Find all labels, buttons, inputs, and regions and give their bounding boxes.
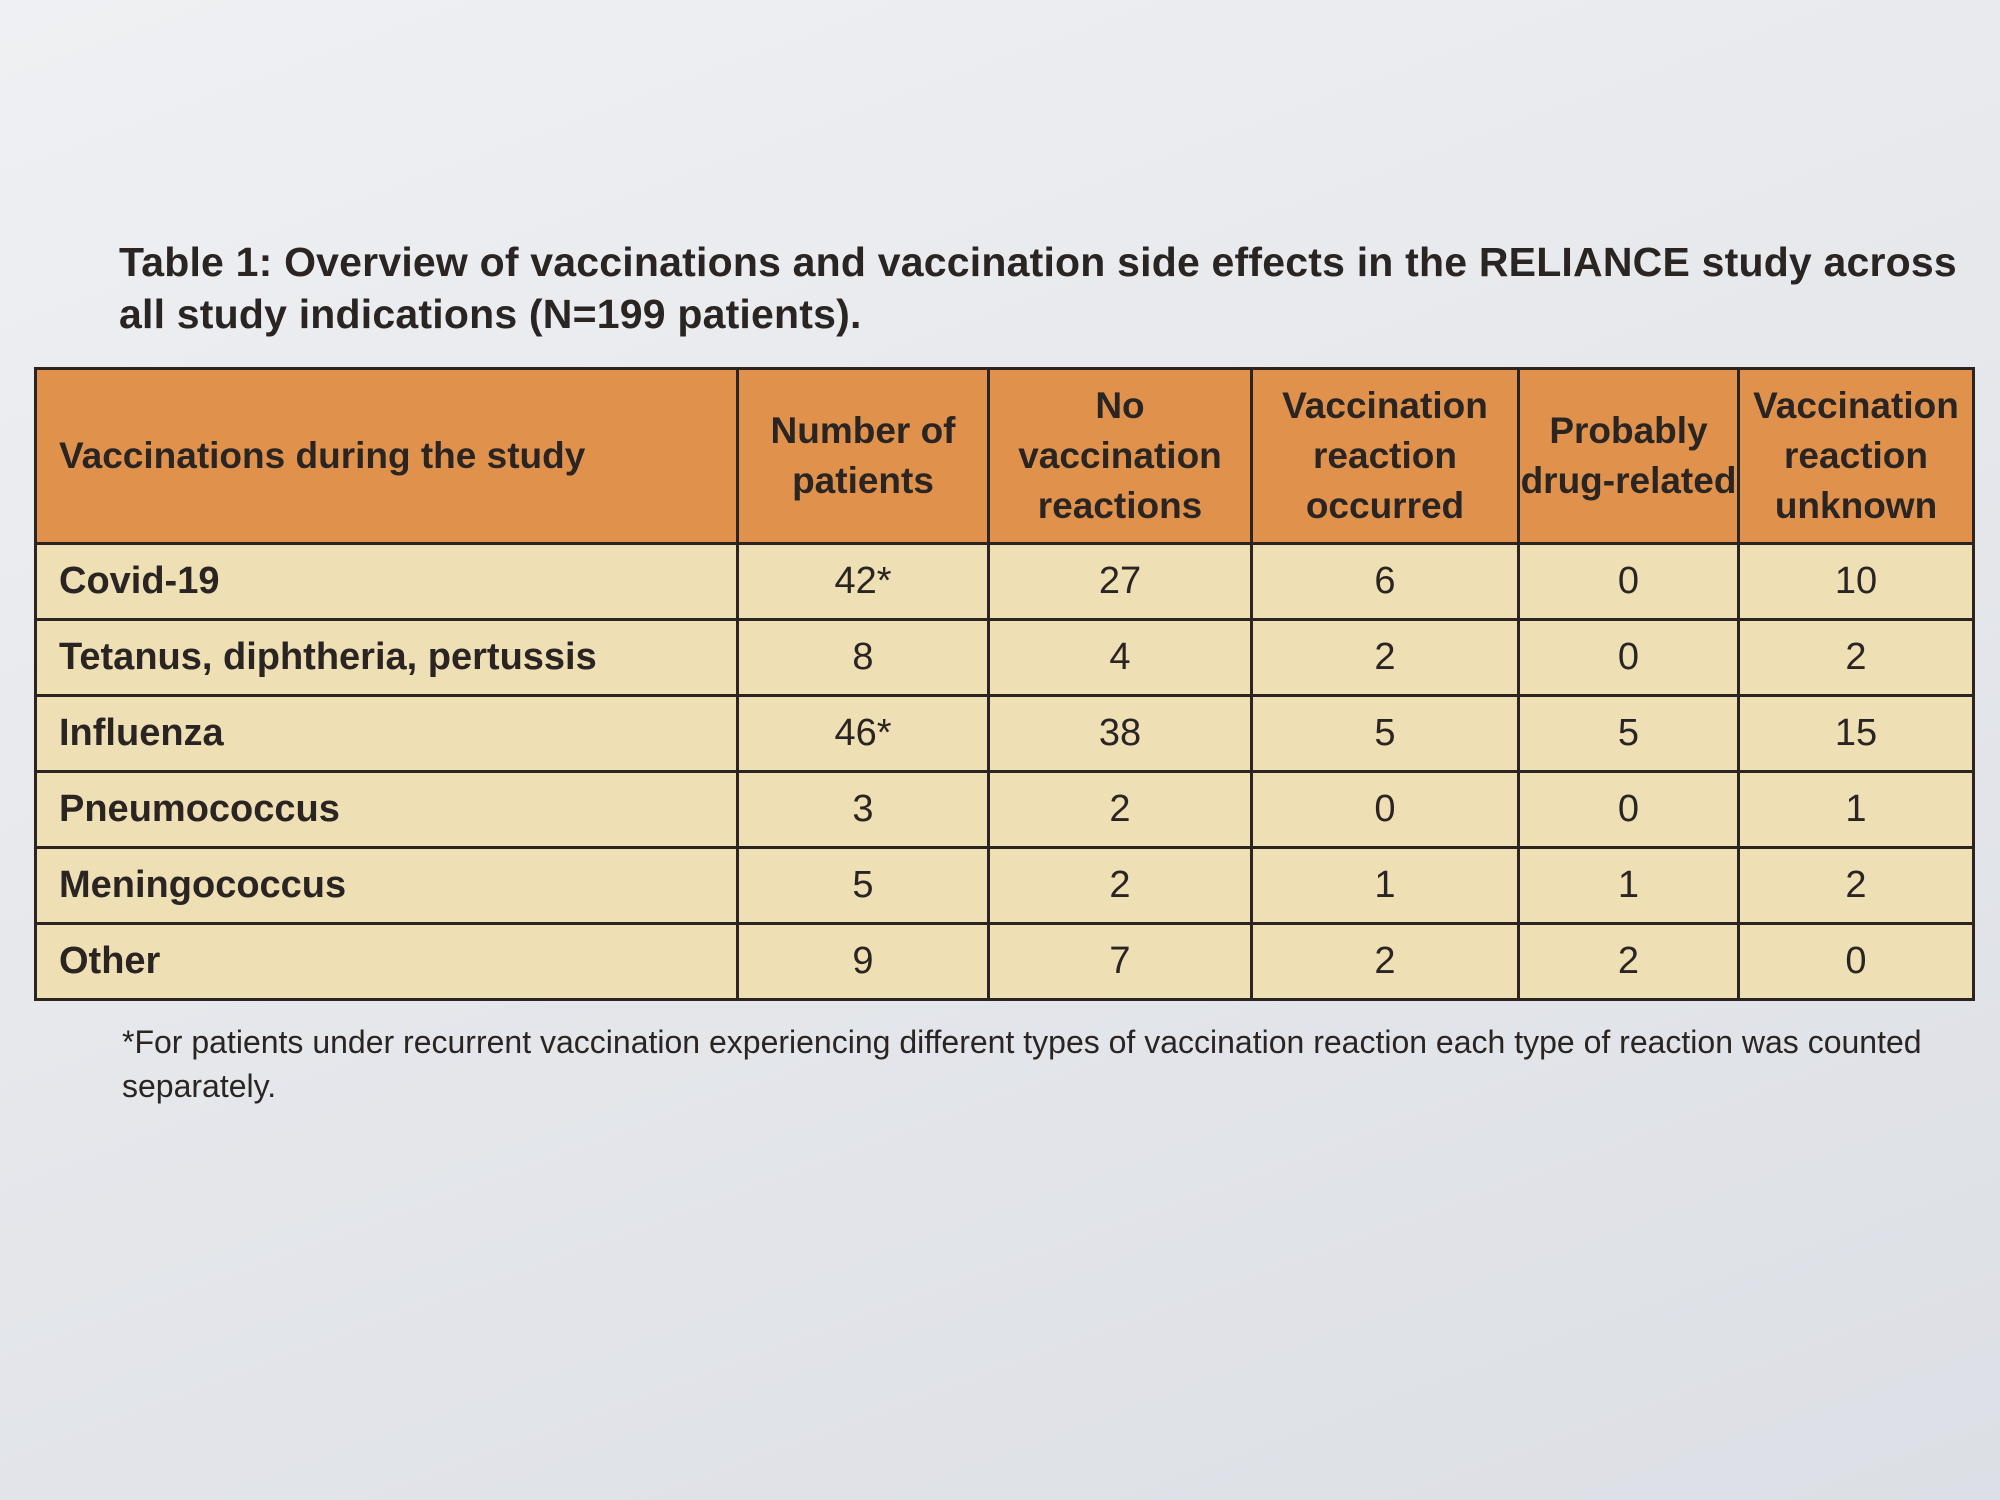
table-cell: 9 [738,924,989,1000]
table-cell: 1 [1739,772,1974,848]
table-row [36,848,1974,924]
table-cell: 15 [1739,696,1974,772]
column-header: No vaccination reactions [989,369,1252,544]
table-cell: 0 [1519,772,1739,848]
row-label: Other [36,924,738,1000]
table-cell: 2 [989,848,1252,924]
table-cell: 6 [1252,544,1519,620]
table-cell: 7 [989,924,1252,1000]
table-cell: 38 [989,696,1252,772]
table-cell: 2 [989,772,1252,848]
vaccination-table [34,367,1975,1001]
table-row [36,924,1974,1000]
table-row [36,544,1974,620]
table-cell: 8 [738,620,989,696]
column-header: Vaccinations during the study [36,369,738,544]
table-cell: 2 [1739,620,1974,696]
column-header: Vaccination reaction occurred [1252,369,1519,544]
row-label: Influenza [36,696,738,772]
table-row [36,772,1974,848]
table-cell: 46* [738,696,989,772]
table-row [36,696,1974,772]
table-cell: 1 [1252,848,1519,924]
table-cell: 0 [1252,772,1519,848]
table-cell: 5 [738,848,989,924]
table-cell: 0 [1739,924,1974,1000]
row-label: Meningococcus [36,848,738,924]
table-row [36,620,1974,696]
column-header: Vaccination reaction unknown [1739,369,1974,544]
table-cell: 42* [738,544,989,620]
table-cell: 2 [1519,924,1739,1000]
column-header: Number of patients [738,369,989,544]
table-cell: 2 [1252,924,1519,1000]
table-title: Table 1: Overview of vaccinations and vaccination side effects in the RELIANCE study across all study indications (N=199 patients). [119,239,1957,337]
table-cell: 5 [1252,696,1519,772]
row-label: Tetanus, diphtheria, pertussis [36,620,738,696]
table-cell: 0 [1519,620,1739,696]
table-cell: 2 [1252,620,1519,696]
table-cell: 4 [989,620,1252,696]
header-row [36,369,1974,544]
row-label: Covid-19 [36,544,738,620]
footnote: *For patients under recurrent vaccination experiencing different types of vaccination reaction each type of reaction was counted separately. [122,1024,1922,1104]
row-label: Pneumococcus [36,772,738,848]
table-cell: 3 [738,772,989,848]
table-cell: 27 [989,544,1252,620]
table-cell: 0 [1519,544,1739,620]
table-cell: 5 [1519,696,1739,772]
table-cell: 1 [1519,848,1739,924]
table-cell: 10 [1739,544,1974,620]
column-header: Probably drug-related [1519,369,1739,544]
table-cell: 2 [1739,848,1974,924]
